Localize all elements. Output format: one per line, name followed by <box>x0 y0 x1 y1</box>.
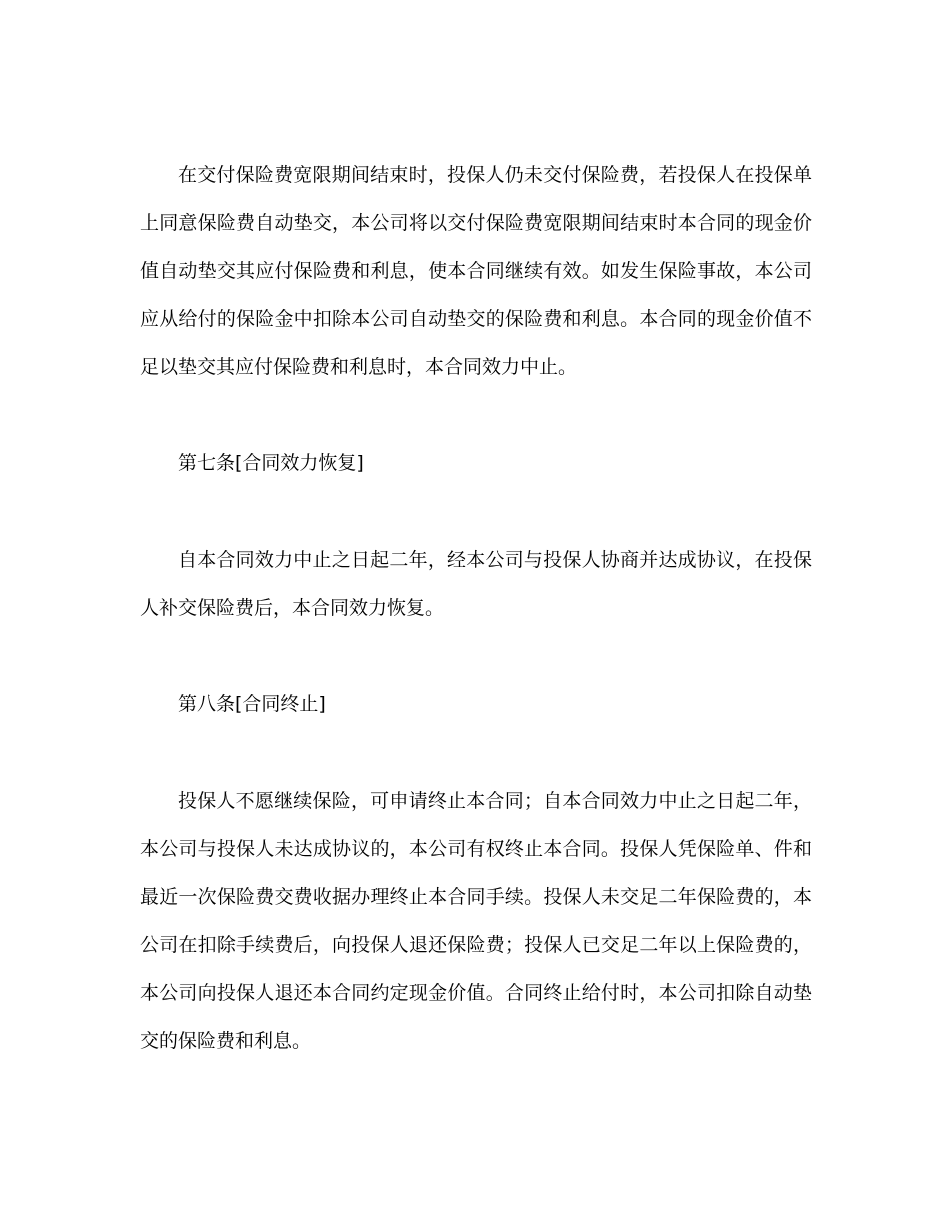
heading-article-8: 第八条[合同终止] <box>178 693 326 715</box>
paragraph-grace-period: 在交付保险费宽限期间结束时，投保人仍未交付保险费，若投保人在投保单上同意保险费自动垫交，本公司将以交付保险费宽限期间结束时本合同的现金价值自动垫交其应付保险费和利息，使本合同继续有效。如发生保险事故，本公司应从给付的保险金中扣除本公司自动垫交的保险费和利息。本合同的现金价值不足以垫交其应付保险费和利息时，本合同效力中止。 <box>140 164 812 378</box>
paragraph-termination: 投保人不愿继续保险，可申请终止本合同；自本合同效力中止之日起二年，本公司与投保人未达成协议的，本公司有权终止本合同。投保人凭保险单、件和最近一次保险费交费收据办理终止本合同手续。投保人未交足二年保险费的，本公司在扣除手续费后，向投保人退还保险费；投保人已交足二年以上保险费的，本公司向投保人退还本合同约定现金价值。合同终止给付时，本公司扣除自动垫交的保险费和利息。 <box>140 790 812 1052</box>
document-content <box>140 151 812 1065</box>
heading-article-7: 第七条[合同效力恢复] <box>178 452 364 474</box>
paragraph-reinstatement: 自本合同效力中止之日起二年，经本公司与投保人协商并达成协议，在投保人补交保险费后，本合同效力恢复。 <box>140 549 812 619</box>
